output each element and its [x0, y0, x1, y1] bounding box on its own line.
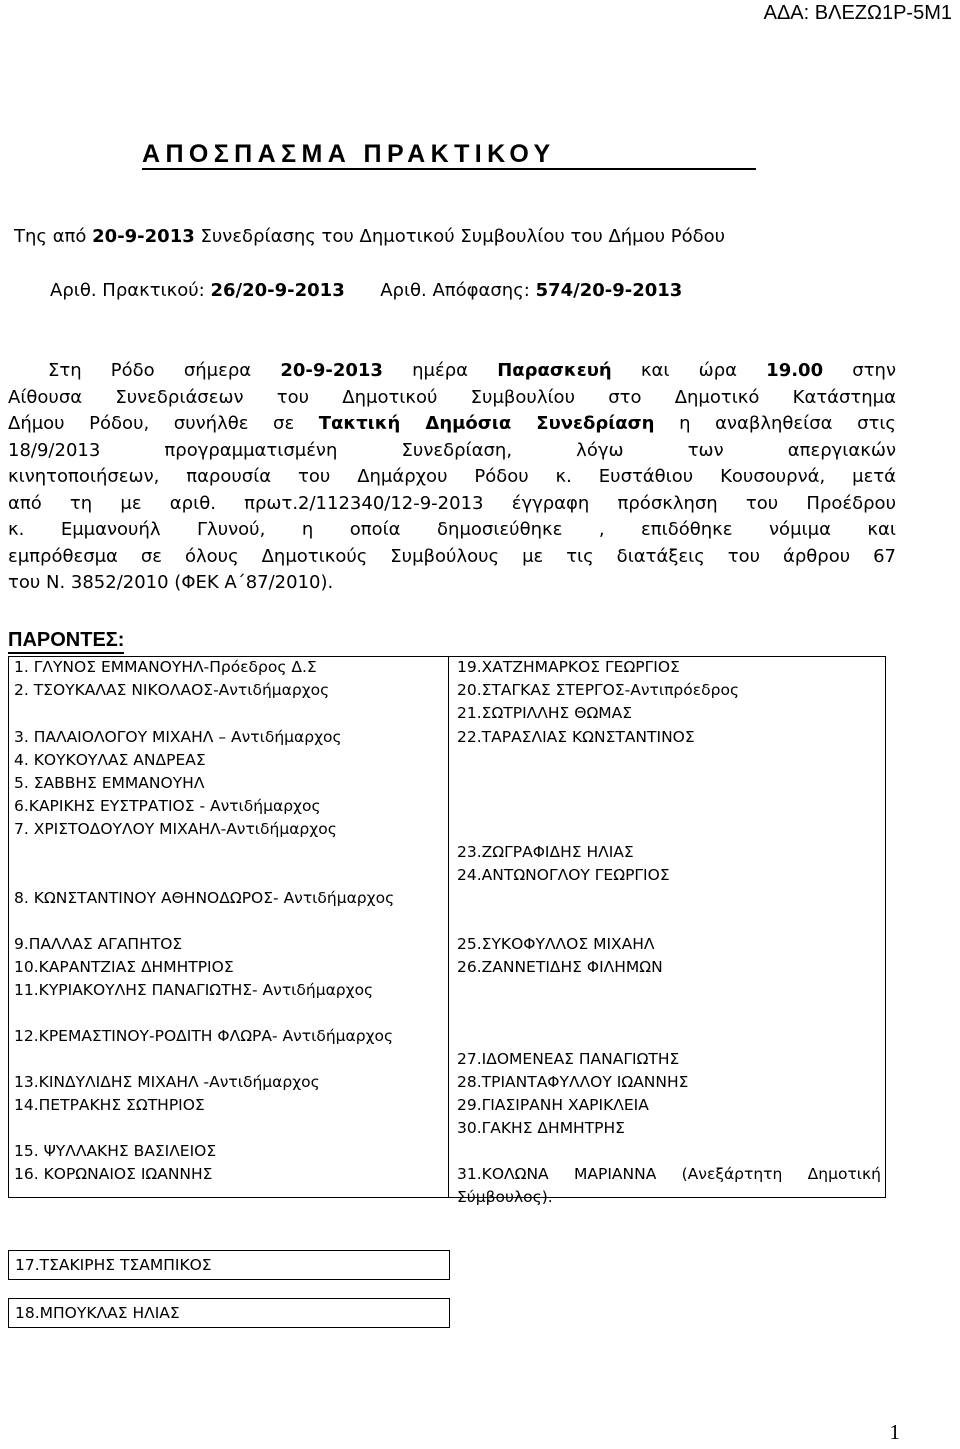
- member-right: 29.ΓΙΑΣΙΡΑΝΗ ΧΑΡΙΚΛΕΙΑ: [457, 1096, 649, 1114]
- intro-line: Στη Ρόδο σήμερα 20-9-2013 ημέρα Παρασκευή και ώρα 19.00 στην: [48, 360, 896, 381]
- member-left: 2. ΤΣΟΥΚΑΛΑΣ ΝΙΚΟΛΑΟΣ-Αντιδήμαρχος: [14, 681, 330, 699]
- member-left: 15. ΨΥΛΛΑΚΗΣ ΒΑΣΙΛΕΙΟΣ: [14, 1142, 217, 1160]
- member-left: 9.ΠΑΛΛΑΣ ΑΓΑΠΗΤΟΣ: [14, 935, 183, 953]
- member-left: 14.ΠΕΤΡΑΚΗΣ ΣΩΤΗΡΙΟΣ: [14, 1096, 205, 1114]
- decision-label: Αριθ. Απόφασης:: [380, 280, 536, 301]
- present-heading: ΠΑΡΟΝΤΕΣ:: [8, 628, 124, 654]
- document-title: ΑΠΟΣΠΑΣΜΑ ΠΡΑΚΤΙΚΟΥ: [142, 140, 756, 170]
- member-left: 12.ΚΡΕΜΑΣΤΙΝΟΥ-ΡΟΔΙΤΗ ΦΛΩΡΑ- Αντιδήμαρχος: [14, 1027, 394, 1045]
- intro-line: κ. Εμμανουήλ Γλυνού, η οποία δημοσιεύθηκε , επιδόθηκε νόμιμα και: [8, 519, 896, 540]
- minutes-label: Αριθ. Πρακτικού:: [50, 280, 211, 301]
- member-right: 19.ΧΑΤΖΗΜΑΡΚΟΣ ΓΕΩΡΓΙΟΣ: [457, 658, 680, 676]
- member-left: 4. ΚΟΥΚΟΥΛΑΣ ΑΝΔΡΕΑΣ: [14, 751, 206, 769]
- present-table: [8, 656, 886, 1206]
- member-right: 21.ΣΩΤΡΙΛΛΗΣ ΘΩΜΑΣ: [457, 704, 633, 722]
- member-left: 7. ΧΡΙΣΤΟΔΟΥΛΟΥ ΜΙΧΑΗΛ-Αντιδήμαρχος: [14, 820, 337, 838]
- intro-line: 18/9/2013 προγραμματισμένη Συνεδρίαση, λόγω των απεργιακών: [8, 439, 896, 461]
- member-right: 22.ΤΑΡΑΣΛΙΑΣ ΚΩΝΣΤΑΝΤΙΝΟΣ: [457, 728, 695, 746]
- member-left: 6.ΚΑΡΙΚΗΣ ΕΥΣΤΡΑΤΙΟΣ - Αντιδήμαρχος: [14, 797, 321, 815]
- session-prefix: Της από: [14, 226, 93, 247]
- intro-line: κινητοποιήσεων, παρουσία του Δημάρχου Ρόδου κ. Ευστάθιου Κουσουρνά, μετά: [8, 466, 896, 487]
- member-left: 8. ΚΩΝΣΤΑΝΤΙΝΟΥ ΑΘΗΝΟΔΩΡΟΣ- Αντιδήμαρχος: [14, 889, 395, 907]
- ada-code: ΑΔΑ: ΒΛΕΖΩ1Ρ-5Μ1: [763, 2, 952, 24]
- member-right: 20.ΣΤΑΓΚΑΣ ΣΤΕΡΓΟΣ-Αντιπρόεδρος: [457, 681, 740, 699]
- session-suffix: Συνεδρίασης του Δημοτικού Συμβουλίου του Δήμου Ρόδου: [194, 226, 726, 247]
- session-date: 20-9-2013: [92, 226, 195, 247]
- intro-line: Δήμου Ρόδου, συνήλθε σε Τακτική Δημόσια Συνεδρίαση η αναβληθείσα στις: [8, 413, 896, 434]
- page-number: 1: [889, 1420, 900, 1444]
- member-left: 10.ΚΑΡΑΝΤΖΙΑΣ ΔΗΜΗΤΡΙΟΣ: [14, 958, 234, 976]
- member-left: 11.ΚΥΡΙΑΚΟΥΛΗΣ ΠΑΝΑΓΙΩΤΗΣ- Αντιδήμαρχος: [14, 981, 374, 999]
- member-right: 31.ΚΟΛΩΝΑ ΜΑΡΙΑΝΝΑ (Ανεξάρτητη Δημοτική Σύμβουλος).: [457, 1165, 881, 1206]
- member-left: 18.ΜΠΟΥΚΛΑΣ ΗΛΙΑΣ: [15, 1304, 180, 1322]
- member-right: 30.ΓΑΚΗΣ ΔΗΜΗΤΡΗΣ: [457, 1119, 625, 1137]
- member-left: 17.ΤΣΑΚΙΡΗΣ ΤΣΑΜΠΙΚΟΣ: [15, 1256, 212, 1274]
- member-box: [8, 1250, 450, 1280]
- intro-line: εμπρόθεσμα σε όλους Δημοτικούς Συμβούλους με τις διατάξεις του άρθρου 67: [8, 545, 896, 567]
- decision-value: 574/20-9-2013: [535, 280, 683, 301]
- member-left: 1. ΓΛΥΝΟΣ ΕΜΜΑΝΟΥΗΛ-Πρόεδρος Δ.Σ: [14, 658, 317, 676]
- session-line: [14, 226, 725, 247]
- member-left: 16. ΚΟΡΩΝΑΙΟΣ ΙΩΑΝΝΗΣ: [14, 1165, 213, 1183]
- member-left: 13.ΚΙΝΔΥΛΙΔΗΣ ΜΙΧΑΗΛ -Αντιδήμαρχος: [14, 1073, 320, 1091]
- member-box: [8, 1298, 450, 1328]
- intro-line: Αίθουσα Συνεδριάσεων του Δημοτικού Συμβουλίου στο Δημοτικό Κατάστημα: [8, 386, 896, 408]
- intro-paragraph: [8, 358, 896, 597]
- intro-line: από τη με αριθ. πρωτ.2/112340/12-9-2013 έγγραφη πρόσκληση του Προέδρου: [8, 492, 896, 514]
- member-left: 5. ΣΑΒΒΗΣ ΕΜΜΑΝΟΥΗΛ: [14, 774, 205, 792]
- intro-line: του Ν. 3852/2010 (ΦΕΚ Α΄87/2010).: [8, 572, 334, 593]
- member-right: 25.ΣΥΚΟΦΥΛΛΟΣ ΜΙΧΑΗΛ: [457, 935, 655, 953]
- member-right: 26.ΖΑΝΝΕΤΙΔΗΣ ΦΙΛΗΜΩΝ: [457, 958, 663, 976]
- member-right: 27.ΙΔΟΜΕΝΕΑΣ ΠΑΝΑΓΙΩΤΗΣ: [457, 1050, 680, 1068]
- minutes-value: 26/20-9-2013: [210, 280, 345, 301]
- member-right: 28.ΤΡΙΑΝΤΑΦΥΛΛΟΥ ΙΩΑΝΝΗΣ: [457, 1073, 689, 1091]
- member-right: 24.ΑΝΤΩΝΟΓΛΟΥ ΓΕΩΡΓΙΟΣ: [457, 866, 670, 884]
- refs-line: [50, 280, 682, 301]
- member-right: 23.ΖΩΓΡΑΦΙΔΗΣ ΗΛΙΑΣ: [457, 843, 634, 861]
- member-left: 3. ΠΑΛΑΙΟΛΟΓΟΥ ΜΙΧΑΗΛ – Αντιδήμαρχος: [14, 728, 342, 746]
- column-divider: [448, 656, 449, 1198]
